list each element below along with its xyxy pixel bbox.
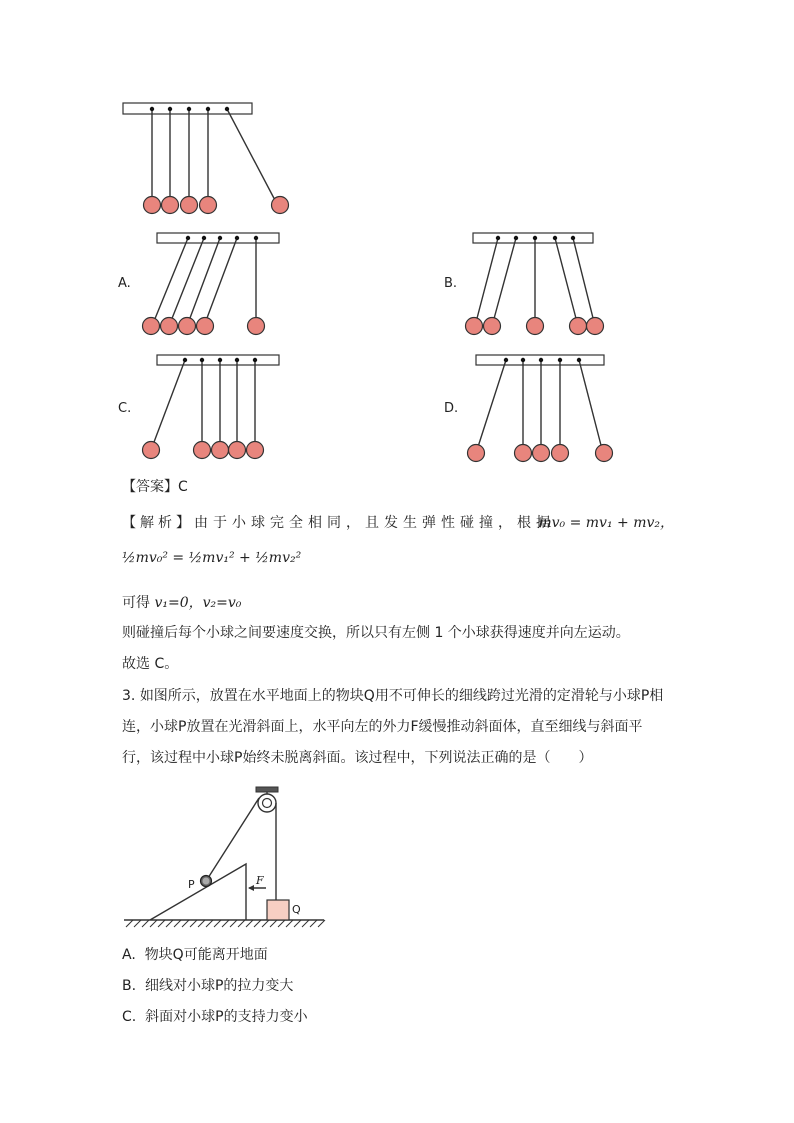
option-b-figure bbox=[465, 230, 610, 340]
option-c-label: C. bbox=[118, 401, 132, 416]
choice-line: 故选 C。 bbox=[122, 656, 179, 672]
question-3-line-1 bbox=[122, 687, 663, 705]
cradle-initial-figure bbox=[120, 100, 260, 220]
block-q-label: Q bbox=[292, 903, 301, 916]
question-stem-3: 行，该过程中小球P始终未脱离斜面。该过程中，下列说法正确的是（ ） bbox=[122, 750, 593, 766]
question-stem-1: 如图所示，放置在水平地面上的物块Q用不可伸长的细线跨过光滑的定滑轮与小球P相 bbox=[139, 688, 664, 704]
option-a bbox=[122, 946, 268, 964]
incline-pulley-figure bbox=[120, 782, 330, 932]
answer-value: C bbox=[178, 479, 188, 495]
option-c bbox=[122, 1008, 308, 1026]
option-b bbox=[122, 977, 293, 995]
option-b-key: B. bbox=[122, 978, 137, 994]
question-number: 3. bbox=[122, 688, 136, 704]
option-a-text: 物块Q可能离开地面 bbox=[144, 947, 268, 963]
analysis-line bbox=[122, 514, 674, 532]
option-c-figure bbox=[140, 352, 285, 462]
result-prefix: 可得 bbox=[122, 595, 150, 611]
option-b-text: 细线对小球P的拉力变大 bbox=[144, 978, 294, 994]
option-a-key: A. bbox=[122, 947, 136, 963]
question-stem-2: 连，小球P放置在光滑斜面上，水平向左的外力F缓慢推动斜面体，直至细线与斜面平 bbox=[122, 719, 643, 735]
ground-hatching bbox=[126, 920, 325, 927]
result-values: v₁=0，v₂=v₀ bbox=[154, 595, 242, 611]
incline-wedge bbox=[150, 864, 246, 920]
cradle-strings bbox=[152, 109, 277, 204]
pulley-mount bbox=[256, 787, 278, 792]
answer-line bbox=[122, 478, 188, 496]
option-b-label: B. bbox=[444, 276, 458, 291]
option-a-label: A. bbox=[118, 276, 131, 291]
analysis-label: 【解析】 bbox=[122, 515, 194, 531]
block-q bbox=[267, 900, 289, 920]
option-d-figure bbox=[466, 352, 616, 464]
force-label: F bbox=[256, 874, 264, 887]
analysis-text: 由于小球完全相同，且发生弹性碰撞，根据 bbox=[194, 515, 555, 531]
momentum-equation: mv₀ = mv₁ + mv₂， bbox=[538, 515, 674, 531]
energy-equation: ½mv₀² = ½mv₁² + ½mv₂² bbox=[122, 550, 302, 566]
option-c-key: C. bbox=[122, 1009, 137, 1025]
energy-equation-row bbox=[122, 549, 301, 567]
answer-label: 【答案】 bbox=[122, 479, 178, 495]
result-line bbox=[122, 594, 241, 612]
option-c-text: 斜面对小球P的支持力变小 bbox=[145, 1009, 308, 1025]
option-d-label: D. bbox=[444, 401, 459, 416]
conclusion-line: 则碰撞后每个小球之间要速度交换，所以只有左侧 1 个小球获得速度并向左运动。 bbox=[122, 625, 630, 641]
ball-p-label: P bbox=[188, 878, 195, 891]
string-to-ball bbox=[208, 798, 259, 878]
option-a-figure bbox=[140, 230, 285, 340]
cradle-balls bbox=[144, 197, 289, 214]
